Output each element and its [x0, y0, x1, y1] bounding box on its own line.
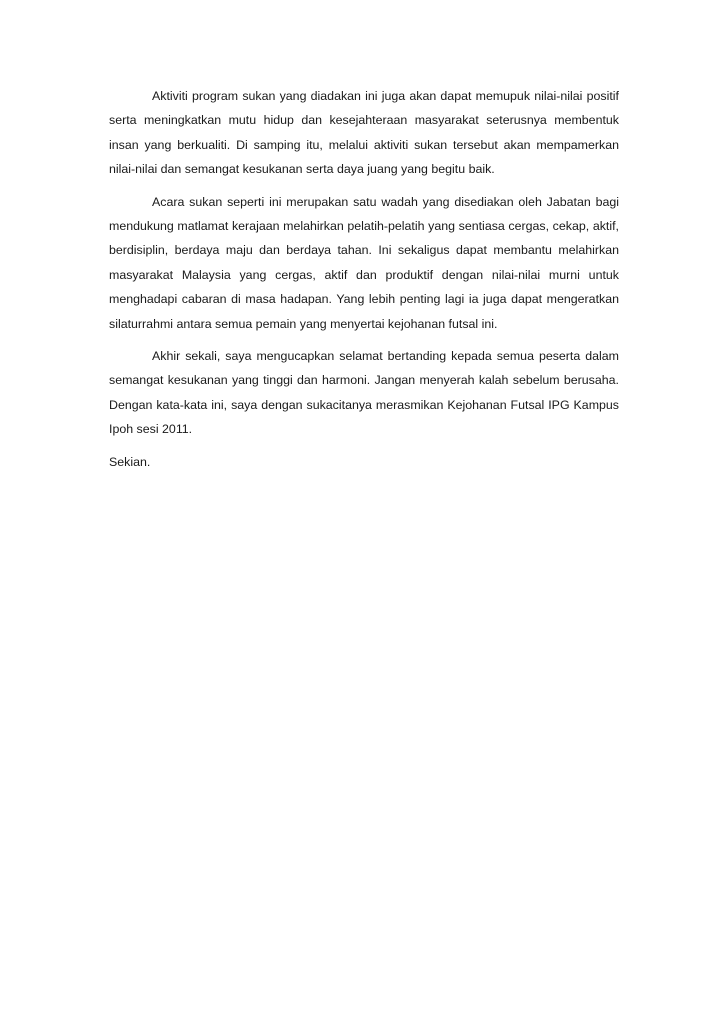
- paragraph-3: Akhir sekali, saya mengucapkan selamat bertanding kepada semua peserta dalam semangat kesukanan yang tinggi dan harmoni. Jangan menyerah kalah sebelum berusaha. Dengan kata-kata ini, saya dengan sukacitanya merasmikan Kejohanan Futsal IPG Kampus Ipoh sesi 2011.: [109, 349, 619, 437]
- paragraph-2: Acara sukan seperti ini merupakan satu wadah yang disediakan oleh Jabatan bagi mendukung matlamat kerajaan melahirkan pelatih-pelatih yang sentiasa cergas, cekap, aktif, berdisiplin, berdaya maju dan berdaya tahan. Ini sekaligus dapat membantu melahirkan masyarakat Malaysia yang cergas, aktif dan produktif dengan nilai-nilai murni untuk menghadapi cabaran di masa hadapan. Yang lebih penting lagi ia juga dapat mengeratkan silaturrahmi antara semua pemain yang menyertai kejohanan futsal ini.: [109, 194, 619, 331]
- paragraph-1: Aktiviti program sukan yang diadakan ini juga akan dapat memupuk nilai-nilai positif serta meningkatkan mutu hidup dan kesejahteraan masyarakat seterusnya membentuk insan yang berkualiti. Di samping itu, melalui aktiviti sukan tersebut akan mempamerkan nilai-nilai dan semangat kesukanan serta daya juang yang begitu baik.: [109, 89, 619, 177]
- closing-line: Sekian.: [109, 454, 151, 469]
- document-body: [109, 84, 619, 482]
